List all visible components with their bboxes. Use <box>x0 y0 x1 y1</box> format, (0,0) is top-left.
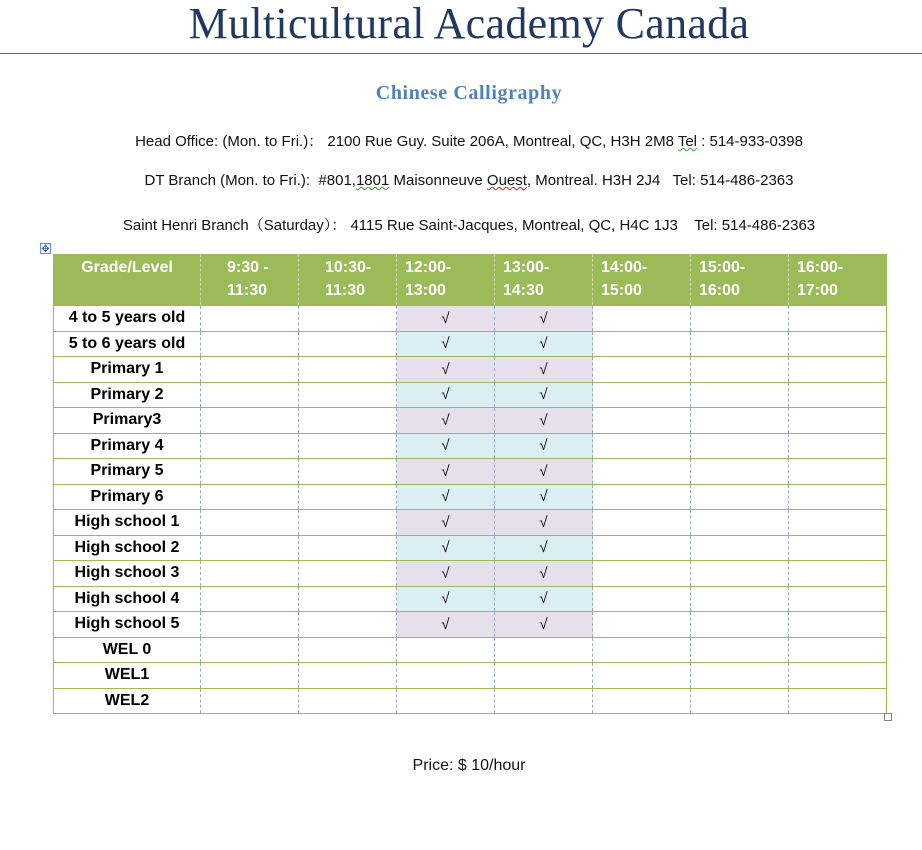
time-slot-cell[interactable] <box>691 535 789 561</box>
time-slot-cell[interactable] <box>789 331 887 357</box>
time-slot-cell[interactable] <box>397 510 495 536</box>
time-slot-cell[interactable] <box>495 306 593 332</box>
time-slot-cell[interactable] <box>593 510 691 536</box>
dt-branch-street: Maisonneuve <box>389 172 487 189</box>
time-slot-cell[interactable] <box>201 535 299 561</box>
table-row <box>54 484 887 510</box>
time-slot-cell[interactable] <box>397 561 495 587</box>
header-line1: 15:00- <box>699 259 746 276</box>
schedule-body <box>54 306 887 714</box>
time-slot-cell[interactable] <box>789 357 887 383</box>
time-slot-cell[interactable] <box>691 459 789 485</box>
check-mark-icon: √ <box>539 564 548 582</box>
grade-level-cell[interactable]: Primary 4 <box>54 433 201 459</box>
time-slot-cell[interactable] <box>593 382 691 408</box>
time-slot-cell[interactable] <box>299 663 397 689</box>
time-slot-cell[interactable] <box>397 586 495 612</box>
time-slot-cell[interactable] <box>691 688 789 714</box>
check-mark-icon: √ <box>539 411 548 429</box>
header-line2: 13:00 <box>405 282 446 299</box>
time-slot-cell[interactable] <box>593 688 691 714</box>
time-slot-cell[interactable] <box>691 561 789 587</box>
header-time-slot <box>201 254 299 306</box>
time-slot-cell[interactable] <box>789 459 887 485</box>
time-slot-cell[interactable] <box>495 331 593 357</box>
grade-level-cell[interactable]: High school 1 <box>54 510 201 536</box>
saint-henri-branch-address: Saint Henri Branch（Saturday）： 4115 Rue Saint-Jacques, Montreal, QC, H4C 1J3 Tel: 514-486-2363 <box>122 217 816 234</box>
time-slot-cell[interactable] <box>691 357 789 383</box>
check-mark-icon: √ <box>539 335 548 353</box>
table-resize-handle[interactable] <box>884 713 892 721</box>
time-slot-cell[interactable] <box>397 306 495 332</box>
time-slot-cell[interactable] <box>201 357 299 383</box>
time-slot-cell[interactable] <box>691 510 789 536</box>
time-slot-cell[interactable] <box>495 586 593 612</box>
time-slot-cell[interactable] <box>397 637 495 663</box>
schedule-table <box>53 254 887 714</box>
time-slot-cell[interactable] <box>593 663 691 689</box>
table-row <box>54 382 887 408</box>
time-slot-cell[interactable] <box>593 561 691 587</box>
time-slot-cell[interactable] <box>789 586 887 612</box>
header-line2: 16:00 <box>699 282 740 299</box>
table-row <box>54 459 887 485</box>
header-line1: 9:30 - <box>227 259 269 276</box>
check-mark-icon: √ <box>441 513 450 531</box>
grammar-flag-tel[interactable]: Tel <box>677 133 697 150</box>
time-slot-cell[interactable] <box>201 331 299 357</box>
time-slot-cell[interactable] <box>299 433 397 459</box>
time-slot-cell[interactable] <box>397 408 495 434</box>
time-slot-cell[interactable] <box>691 306 789 332</box>
header-line2: 15:00 <box>601 282 642 299</box>
grade-level-cell[interactable]: WEL1 <box>54 663 201 689</box>
grammar-flag-number[interactable]: 1801 <box>355 172 390 189</box>
time-slot-cell[interactable] <box>495 510 593 536</box>
header-line1: 13:00- <box>503 259 550 276</box>
table-row <box>54 637 887 663</box>
table-row <box>54 357 887 383</box>
grade-level-cell[interactable]: Primary3 <box>54 408 201 434</box>
dt-branch-phone: , Montreal. H3H 2J4 Tel: 514-486-2363 <box>526 172 794 189</box>
time-slot-cell[interactable] <box>495 561 593 587</box>
time-slot-cell[interactable] <box>201 484 299 510</box>
check-mark-icon: √ <box>441 615 450 633</box>
time-slot-cell[interactable] <box>495 663 593 689</box>
time-slot-cell[interactable] <box>299 331 397 357</box>
time-slot-cell[interactable] <box>397 688 495 714</box>
check-mark-icon: √ <box>441 411 450 429</box>
header-time-slot <box>495 254 593 306</box>
time-slot-cell[interactable] <box>299 408 397 434</box>
time-slot-cell[interactable] <box>593 306 691 332</box>
time-slot-cell[interactable] <box>593 459 691 485</box>
time-slot-cell[interactable] <box>789 637 887 663</box>
time-slot-cell[interactable] <box>789 510 887 536</box>
header-time-slot <box>593 254 691 306</box>
grade-level-cell[interactable]: 4 to 5 years old <box>54 306 201 332</box>
time-slot-cell[interactable] <box>299 561 397 587</box>
check-mark-icon: √ <box>441 590 450 608</box>
check-mark-icon: √ <box>539 615 548 633</box>
grade-level-cell[interactable]: WEL 0 <box>54 637 201 663</box>
time-slot-cell[interactable] <box>593 612 691 638</box>
check-mark-icon: √ <box>539 386 548 404</box>
time-slot-cell[interactable] <box>789 306 887 332</box>
time-slot-cell[interactable] <box>495 535 593 561</box>
time-slot-cell[interactable] <box>397 331 495 357</box>
time-slot-cell[interactable] <box>789 612 887 638</box>
time-slot-cell[interactable] <box>299 357 397 383</box>
time-slot-cell[interactable] <box>495 688 593 714</box>
header-line1: 10:30- <box>325 259 372 276</box>
check-mark-icon: √ <box>441 437 450 455</box>
check-mark-icon: √ <box>539 488 548 506</box>
grade-level-cell[interactable]: High school 3 <box>54 561 201 587</box>
time-slot-cell[interactable] <box>299 637 397 663</box>
time-slot-cell[interactable] <box>593 357 691 383</box>
time-slot-cell[interactable] <box>299 484 397 510</box>
time-slot-cell[interactable] <box>691 331 789 357</box>
time-slot-cell[interactable] <box>691 612 789 638</box>
time-slot-cell[interactable] <box>593 484 691 510</box>
time-slot-cell[interactable] <box>201 688 299 714</box>
time-slot-cell[interactable] <box>789 408 887 434</box>
time-slot-cell[interactable] <box>299 535 397 561</box>
check-mark-icon: √ <box>539 462 548 480</box>
header-time-slot <box>397 254 495 306</box>
time-slot-cell[interactable] <box>201 510 299 536</box>
time-slot-cell[interactable] <box>201 382 299 408</box>
header-line2: 11:30 <box>227 282 268 299</box>
time-slot-cell[interactable] <box>593 433 691 459</box>
time-slot-cell[interactable] <box>299 306 397 332</box>
grade-level-cell[interactable]: WEL2 <box>54 688 201 714</box>
header-line2: 14:30 <box>503 282 544 299</box>
check-mark-icon: √ <box>539 309 548 327</box>
time-slot-cell[interactable] <box>691 663 789 689</box>
table-row <box>54 688 887 714</box>
time-slot-cell[interactable] <box>397 382 495 408</box>
grade-level-cell[interactable]: Primary 6 <box>54 484 201 510</box>
head-office-text: Head Office: (Mon. to Fri.)： 2100 Rue Guy. Suite 206A, Montreal, QC, H3H 2M8 <box>135 133 678 150</box>
time-slot-cell[interactable] <box>299 510 397 536</box>
time-slot-cell[interactable] <box>299 382 397 408</box>
time-slot-cell[interactable] <box>397 484 495 510</box>
table-row <box>54 433 887 459</box>
check-mark-icon: √ <box>441 335 450 353</box>
grade-level-cell[interactable]: Primary 5 <box>54 459 201 485</box>
head-office-address <box>0 130 922 151</box>
check-mark-icon: √ <box>441 539 450 557</box>
dt-branch-address <box>0 172 922 189</box>
time-slot-cell[interactable] <box>789 688 887 714</box>
check-mark-icon: √ <box>539 360 548 378</box>
time-slot-cell[interactable] <box>495 459 593 485</box>
dt-branch-text: DT Branch (Mon. to Fri.): #801, <box>144 172 356 189</box>
time-slot-cell[interactable] <box>789 561 887 587</box>
time-slot-cell[interactable] <box>299 612 397 638</box>
table-row <box>54 408 887 434</box>
time-slot-cell[interactable] <box>397 663 495 689</box>
time-slot-cell[interactable] <box>691 408 789 434</box>
grade-level-cell[interactable]: Primary 1 <box>54 357 201 383</box>
price-text: Price: $ 10/hour <box>412 757 526 774</box>
header-line2: 11:30 <box>325 282 366 299</box>
time-slot-cell[interactable] <box>201 306 299 332</box>
table-row <box>54 586 887 612</box>
header-grade-level <box>54 254 201 306</box>
time-slot-cell[interactable] <box>789 484 887 510</box>
header-time-slot <box>691 254 789 306</box>
time-slot-cell[interactable] <box>397 459 495 485</box>
time-slot-cell[interactable] <box>495 637 593 663</box>
table-row <box>54 612 887 638</box>
check-mark-icon: √ <box>441 488 450 506</box>
header-line2: 17:00 <box>797 282 838 299</box>
time-slot-cell[interactable] <box>201 612 299 638</box>
grade-level-cell[interactable]: 5 to 6 years old <box>54 331 201 357</box>
time-slot-cell[interactable] <box>593 408 691 434</box>
time-slot-cell[interactable] <box>691 382 789 408</box>
grade-level-cell[interactable]: Primary 2 <box>54 382 201 408</box>
check-mark-icon: √ <box>539 590 548 608</box>
time-slot-cell[interactable] <box>397 433 495 459</box>
table-row <box>54 331 887 357</box>
check-mark-icon: √ <box>539 539 548 557</box>
time-slot-cell[interactable] <box>299 688 397 714</box>
table-row <box>54 535 887 561</box>
time-slot-cell[interactable] <box>495 382 593 408</box>
time-slot-cell[interactable] <box>397 535 495 561</box>
time-slot-cell[interactable] <box>691 586 789 612</box>
table-row <box>54 561 887 587</box>
time-slot-cell[interactable] <box>593 637 691 663</box>
header-time-slot <box>299 254 397 306</box>
time-slot-cell[interactable] <box>299 459 397 485</box>
time-slot-cell[interactable] <box>789 433 887 459</box>
time-slot-cell[interactable] <box>691 433 789 459</box>
time-slot-cell[interactable] <box>495 433 593 459</box>
time-slot-cell[interactable] <box>201 433 299 459</box>
header-line1: 14:00- <box>601 259 648 276</box>
time-slot-cell[interactable] <box>299 586 397 612</box>
check-mark-icon: √ <box>441 309 450 327</box>
time-slot-cell[interactable] <box>691 637 789 663</box>
time-slot-cell[interactable] <box>789 535 887 561</box>
time-slot-cell[interactable] <box>593 586 691 612</box>
grade-level-cell[interactable]: High school 4 <box>54 586 201 612</box>
header-row <box>54 254 887 306</box>
check-mark-icon: √ <box>441 386 450 404</box>
header-line1: 12:00- <box>405 259 452 276</box>
time-slot-cell[interactable] <box>789 663 887 689</box>
check-mark-icon: √ <box>441 360 450 378</box>
grade-level-cell[interactable]: High school 2 <box>54 535 201 561</box>
check-mark-icon: √ <box>539 513 548 531</box>
time-slot-cell[interactable] <box>495 612 593 638</box>
time-slot-cell[interactable] <box>201 663 299 689</box>
time-slot-cell[interactable] <box>201 586 299 612</box>
table-row <box>54 510 887 536</box>
time-slot-cell[interactable] <box>593 535 691 561</box>
time-slot-cell[interactable] <box>593 331 691 357</box>
time-slot-cell[interactable] <box>691 484 789 510</box>
table-row <box>54 663 887 689</box>
time-slot-cell[interactable] <box>495 357 593 383</box>
title-divider <box>0 53 922 54</box>
grade-level-cell[interactable]: High school 5 <box>54 612 201 638</box>
document-title: Multicultural Academy Canada <box>188 0 750 48</box>
check-mark-icon: √ <box>539 437 548 455</box>
time-slot-cell[interactable] <box>397 357 495 383</box>
header-time-slot <box>789 254 887 306</box>
time-slot-cell[interactable] <box>495 408 593 434</box>
time-slot-cell[interactable] <box>201 561 299 587</box>
time-slot-cell[interactable] <box>789 382 887 408</box>
check-mark-icon: √ <box>441 462 450 480</box>
head-office-phone: : 514-933-0398 <box>697 133 803 150</box>
time-slot-cell[interactable] <box>201 459 299 485</box>
time-slot-cell[interactable] <box>201 637 299 663</box>
table-row <box>54 306 887 332</box>
header-line1: Grade/Level <box>81 259 173 276</box>
time-slot-cell[interactable] <box>397 612 495 638</box>
time-slot-cell[interactable] <box>495 484 593 510</box>
header-line1: 16:00- <box>797 259 844 276</box>
document-subtitle: Chinese Calligraphy <box>375 82 563 104</box>
table-move-handle-icon[interactable]: ✥ <box>41 244 50 255</box>
time-slot-cell[interactable] <box>201 408 299 434</box>
check-mark-icon: √ <box>441 564 450 582</box>
spelling-flag-ouest[interactable]: Ouest <box>486 172 527 189</box>
